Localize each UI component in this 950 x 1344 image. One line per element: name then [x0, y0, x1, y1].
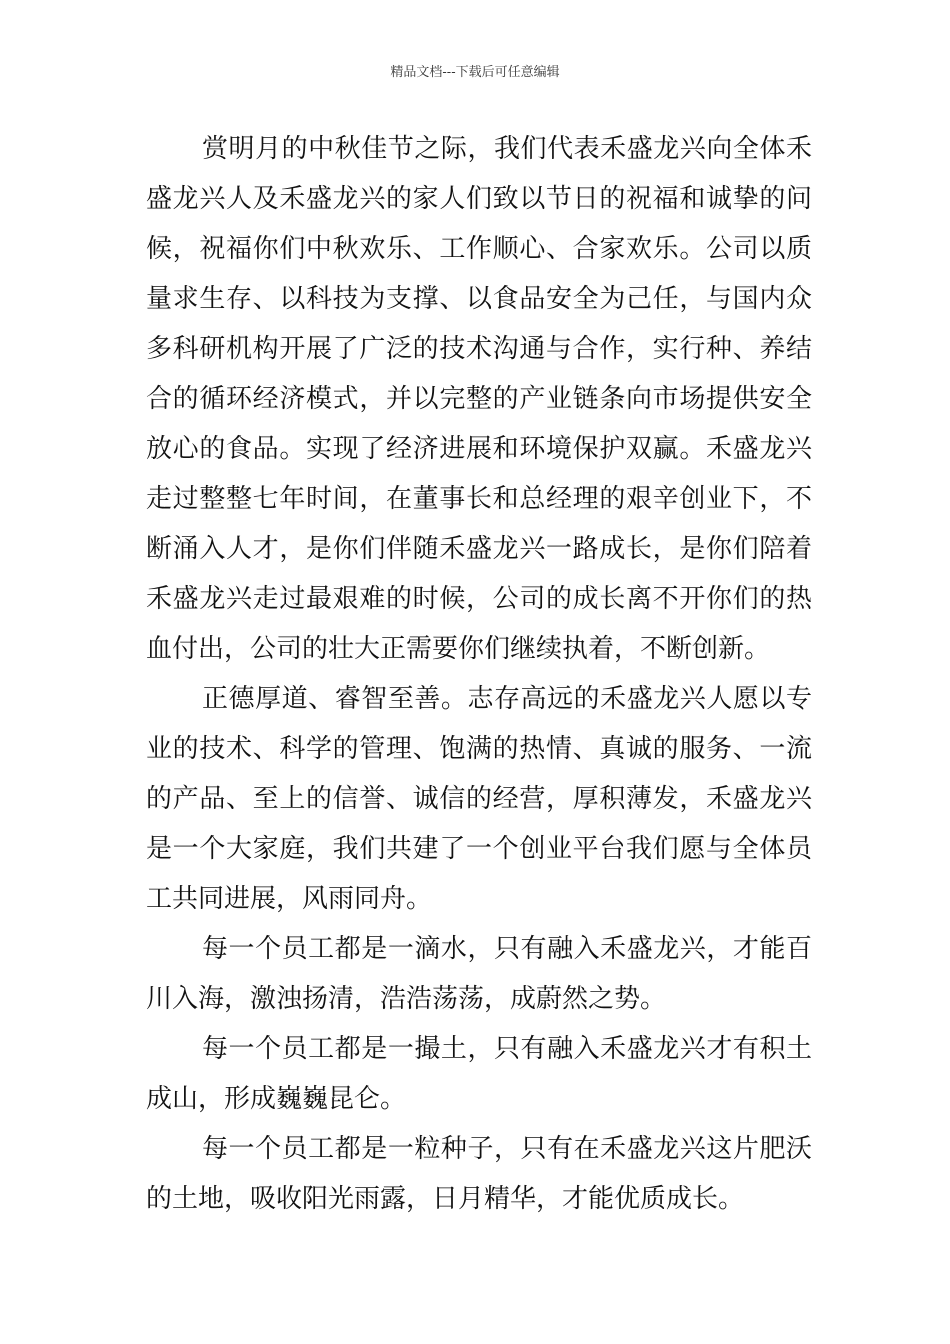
- paragraph-4: 每一个员工都是一撮土，只有融入禾盛龙兴才有积土成山，形成巍巍昆仑。: [146, 1034, 812, 1114]
- page-header: 精品文档---下载后可任意编辑: [390, 65, 560, 80]
- paragraph-1: 赏明月的中秋佳节之际，我们代表禾盛龙兴向全体禾盛龙兴人及禾盛龙兴的家人们致以节日的祝福和诚挚的问候，祝福你们中秋欢乐、工作顺心、合家欢乐。公司以质量求生存、以科技为支撑、以食品安全为己任，与国内众多科研机构开展了广泛的技术沟通与合作，实行种、养结合的循环经济模式，并以完整的产业链条向市场提供安全放心的食品。实现了经济进展和环境保护双赢。禾盛龙兴走过整整七年时间，在董事长和总经理的艰辛创业下，不断涌入人才，是你们伴随禾盛龙兴一路成长，是你们陪着禾盛龙兴走过最艰难的时候，公司的成长离不开你们的热血付出，公司的壮大正需要你们继续执着，不断创新。: [146, 134, 812, 664]
- paragraph-2: 正德厚道、睿智至善。志存高远的禾盛龙兴人愿以专业的技术、科学的管理、饱满的热情、真诚的服务、一流的产品、至上的信誉、诚信的经营，厚积薄发，禾盛龙兴是一个大家庭，我们共建了一个创业平台我们愿与全体员工共同进展，风雨同舟。: [146, 684, 812, 914]
- paragraph-3: 每一个员工都是一滴水，只有融入禾盛龙兴，才能百川入海，激浊扬清，浩浩荡荡，成蔚然之势。: [146, 934, 812, 1014]
- document-body: [146, 124, 812, 1224]
- paragraph-5: 每一个员工都是一粒种子，只有在禾盛龙兴这片肥沃的土地，吸收阳光雨露，日月精华，才能优质成长。: [146, 1134, 812, 1214]
